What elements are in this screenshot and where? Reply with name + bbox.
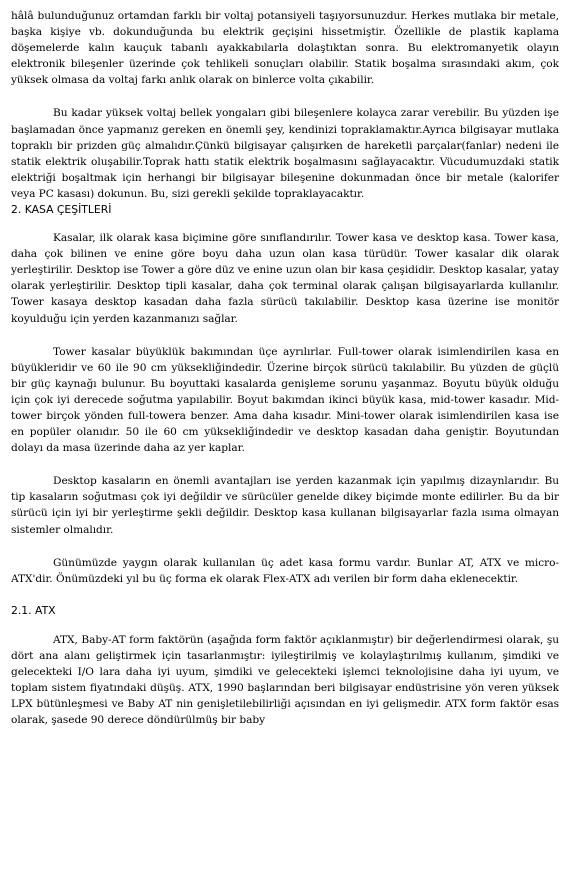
paragraph-case-forms: Günümüzde yaygın olarak kullanılan üç adet kasa formu vardır. Bunlar AT, ATX ve micro-ATX'dir. Önümüzdeki yıl bu üç forma ek olarak Flex-ATX adı verilen bir form daha eklenecektir. [11,556,559,585]
paragraph-desktop-advantages: Desktop kasaların en önemli avantajları ise yerden kazanmak için yapılmış dizaynlarıdır. Bu tip kasaların soğutması çok iyi değildir ve sürücüler genelde dikey biçimde monte edilirler. Bu da bir sürücü için iyi bir yerleştirme şekli değildir. Desktop kasa kullanan bilgisayarlar fazla ısıma olmayan sistemler olmalıdır. [11,475,559,536]
section-heading-case-types: 2. KASA ÇEŞİTLERİ [11,203,112,217]
paragraph-case-classification: Kasalar, ilk olarak kasa biçimine göre sınıflandırılır. Tower kasa ve desktop kasa. Tower kasa, daha çok bilinen ve enine göre boyu daha uzun olan kasa türüdür. Tower kasalar dik olarak yerleştirilir. Desktop ise Tower a göre düz ve enine uzun olan bir kasa çeşididir. Desktop kasalar, yatay olarak yerleştirilir. Desktop tipli kasalar, daha çok terminal olarak çalışan bilgisayarlarda kullanılır. Tower kasaya desktop kasadan daha fazla sürücü takılabilir. Desktop kasa üzerine ise monitör koyulduğu için yerden kazanmanızı sağlar. [11,232,559,325]
paragraph-atx: ATX, Baby-AT form faktörün (aşağıda form faktör açıklanmıştır) bir değerlendirmesi olarak, şu dört ana alanı geliştirmek için tasarlanmıştır: iyileştirilmiş ve kolaylaştırılmış kullanım, şimdiki ve gelecekteki I/O lara daha iyi uyum, şimdiki ve gelecekteki işlemci teknolojisine daha iyi uyum, ve toplam sistem fiyatındaki düşüş. ATX, 1990 başlarından beri bilgisayar endüstrisine yön veren yüksek LPX bütünleşmesi ve Baby AT nin genişletilebilirliği açısından en iyi gelişmedir. ATX form faktör esas olarak, şasede 90 derece döndürülmüş bir baby [11,633,559,727]
document-page [11,2,559,728]
paragraph-static-discharge: hâlâ bulunduğunuz ortamdan farklı bir voltaj potansiyeli taşıyorsunuzdur. Herkes mutlaka bir metale, başka kişiye vb. dokunduğunda bu elektrik geçişini hissetmiştir. Özellikle de plastik kaplama döşemelerde kalın kauçuk tabanlı ayakkabılarla dolaştıktan sonra. Bu elektromanyetik olayın elektronik bileşenler üzerinde çok tehlikeli sonuçları olabilir. Statik boşalma sırasındaki akım, çok yüksek olmasa da voltaj farkı anlık olarak on binlerce volta çıkabilir. [11,10,559,87]
subsection-heading-atx: 2.1. ATX [11,603,56,617]
paragraph-tower-sizes: Tower kasalar büyüklük bakımından üçe ayrılırlar. Full-tower olarak isimlendirilen kasa en büyükleridir ve 60 ile 90 cm yüksekliğindedir. Üzerine birçok sürücü takılabilir. Bu yüzden de güçlü bir güç kaynağı bulunur. Bu boyuttaki kasalarda genişleme sorunu yaşanmaz. Boyutu büyük olduğu için çok iyi derecede soğutma yapılabilir. Boyut bakımdan ikinci büyük kasa, mid-tower kasadır. Mid-tower birçok yönden full-towera benzer. Ama daha kısadır. Mini-tower olarak isimlendirilen kasa ise en popüler olanıdır. 50 ile 60 cm yüksekliğindedir ve desktop kasadan daha geniştir. Boyutundan dolayı da masa üzerinde daha az yer kaplar. [11,345,559,455]
paragraph-grounding: Bu kadar yüksek voltaj bellek yongaları gibi bileşenlere kolayca zarar verebilir. Bu yüzden işe başlamadan önce yapmanız gereken en önemli şey, kendinizi topraklamaktır.Ayrıca bilgisayar mutlaka topraklı bir prizden güç almalıdır.Çünkü bilgisayar çalışırken de hareketli parçalar(fanlar) nedeni ile statik elektrik oluşabilir.Toprak hattı statik elektrik boşalmasını sağlayacaktır. Vücudumuzdaki statik elektriği boşaltmak için herhangi bir bilgisayar bileşenine dokunmadan önce bir metale (kalorifer veya PC kasası) dokunun. Bu, sizi gerekli şekilde topraklayacaktır. [11,107,559,200]
